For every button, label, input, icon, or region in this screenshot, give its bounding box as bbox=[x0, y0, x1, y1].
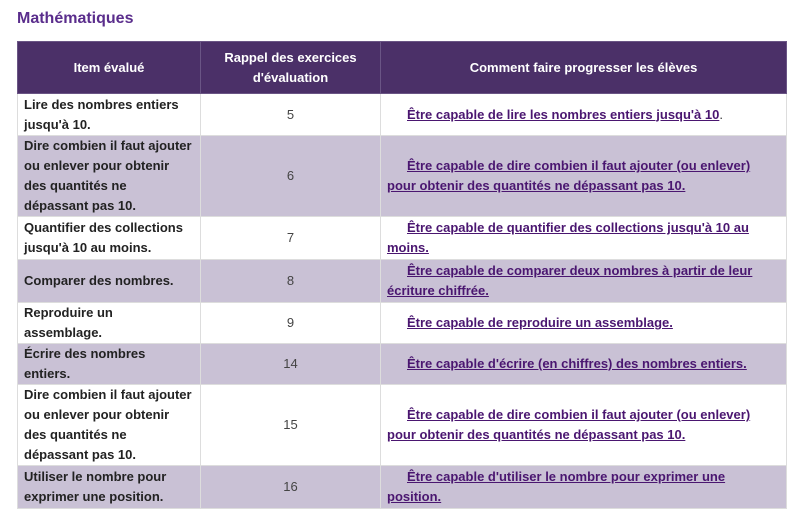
table-row bbox=[18, 260, 787, 303]
item-cell: Comparer des nombres. bbox=[18, 260, 201, 303]
item-cell: Reproduire un assemblage. bbox=[18, 303, 201, 344]
table-row bbox=[18, 385, 787, 466]
exercise-number: 14 bbox=[201, 344, 381, 385]
exercise-number: 6 bbox=[201, 136, 381, 217]
table-row bbox=[18, 136, 787, 217]
advice-cell bbox=[381, 217, 787, 260]
item-cell: Utiliser le nombre pour exprimer une position. bbox=[18, 466, 201, 509]
table-row bbox=[18, 303, 787, 344]
item-cell: Dire combien il faut ajouter ou enlever pour obtenir des quantités ne dépassant pas 10. bbox=[18, 385, 201, 466]
exercise-number: 7 bbox=[201, 217, 381, 260]
advice-cell bbox=[381, 136, 787, 217]
exercise-number: 16 bbox=[201, 466, 381, 509]
advice-cell bbox=[381, 344, 787, 385]
table-header bbox=[18, 42, 787, 94]
advice-link[interactable]: Être capable d'utiliser le nombre pour exprimer une position. bbox=[387, 469, 726, 504]
advice-link[interactable]: Être capable de dire combien il faut ajouter (ou enlever) pour obtenir des quantités ne dépassant pas 10. bbox=[387, 407, 751, 442]
advice-link[interactable]: Être capable de comparer deux nombres à partir de leur écriture chiffrée. bbox=[387, 263, 753, 298]
advice-cell bbox=[381, 466, 787, 509]
item-cell: Dire combien il faut ajouter ou enlever pour obtenir des quantités ne dépassant pas 10. bbox=[18, 136, 201, 217]
item-cell: Lire des nombres entiers jusqu'à 10. bbox=[18, 94, 201, 136]
evaluation-table bbox=[17, 41, 787, 509]
exercise-number: 5 bbox=[201, 94, 381, 136]
advice-link[interactable]: Être capable de dire combien il faut ajouter (ou enlever) pour obtenir des quantités ne dépassant pas 10. bbox=[387, 158, 751, 193]
exercise-number: 8 bbox=[201, 260, 381, 303]
section-title: Mathématiques bbox=[17, 10, 134, 27]
advice-suffix: . bbox=[719, 106, 723, 122]
exercise-number: 9 bbox=[201, 303, 381, 344]
advice-link[interactable]: Être capable de quantifier des collections jusqu'à 10 au moins. bbox=[387, 220, 749, 255]
advice-cell bbox=[381, 385, 787, 466]
table-row bbox=[18, 344, 787, 385]
advice-link[interactable]: Être capable d'écrire (en chiffres) des nombres entiers. bbox=[407, 356, 747, 371]
item-cell: Quantifier des collections jusqu'à 10 au moins. bbox=[18, 217, 201, 260]
table-row bbox=[18, 94, 787, 136]
header-item: Item évalué bbox=[18, 42, 201, 94]
header-exercises: Rappel des exercices d'évaluation bbox=[201, 42, 381, 94]
header-advice: Comment faire progresser les élèves bbox=[381, 42, 787, 94]
advice-link[interactable]: Être capable de reproduire un assemblage. bbox=[407, 315, 673, 330]
item-cell: Écrire des nombres entiers. bbox=[18, 344, 201, 385]
table-row bbox=[18, 217, 787, 260]
advice-link[interactable]: Être capable de lire les nombres entiers jusqu'à 10 bbox=[407, 106, 720, 122]
table-row bbox=[18, 466, 787, 509]
advice-cell bbox=[381, 94, 787, 136]
exercise-number: 15 bbox=[201, 385, 381, 466]
advice-cell bbox=[381, 260, 787, 303]
advice-cell bbox=[381, 303, 787, 344]
